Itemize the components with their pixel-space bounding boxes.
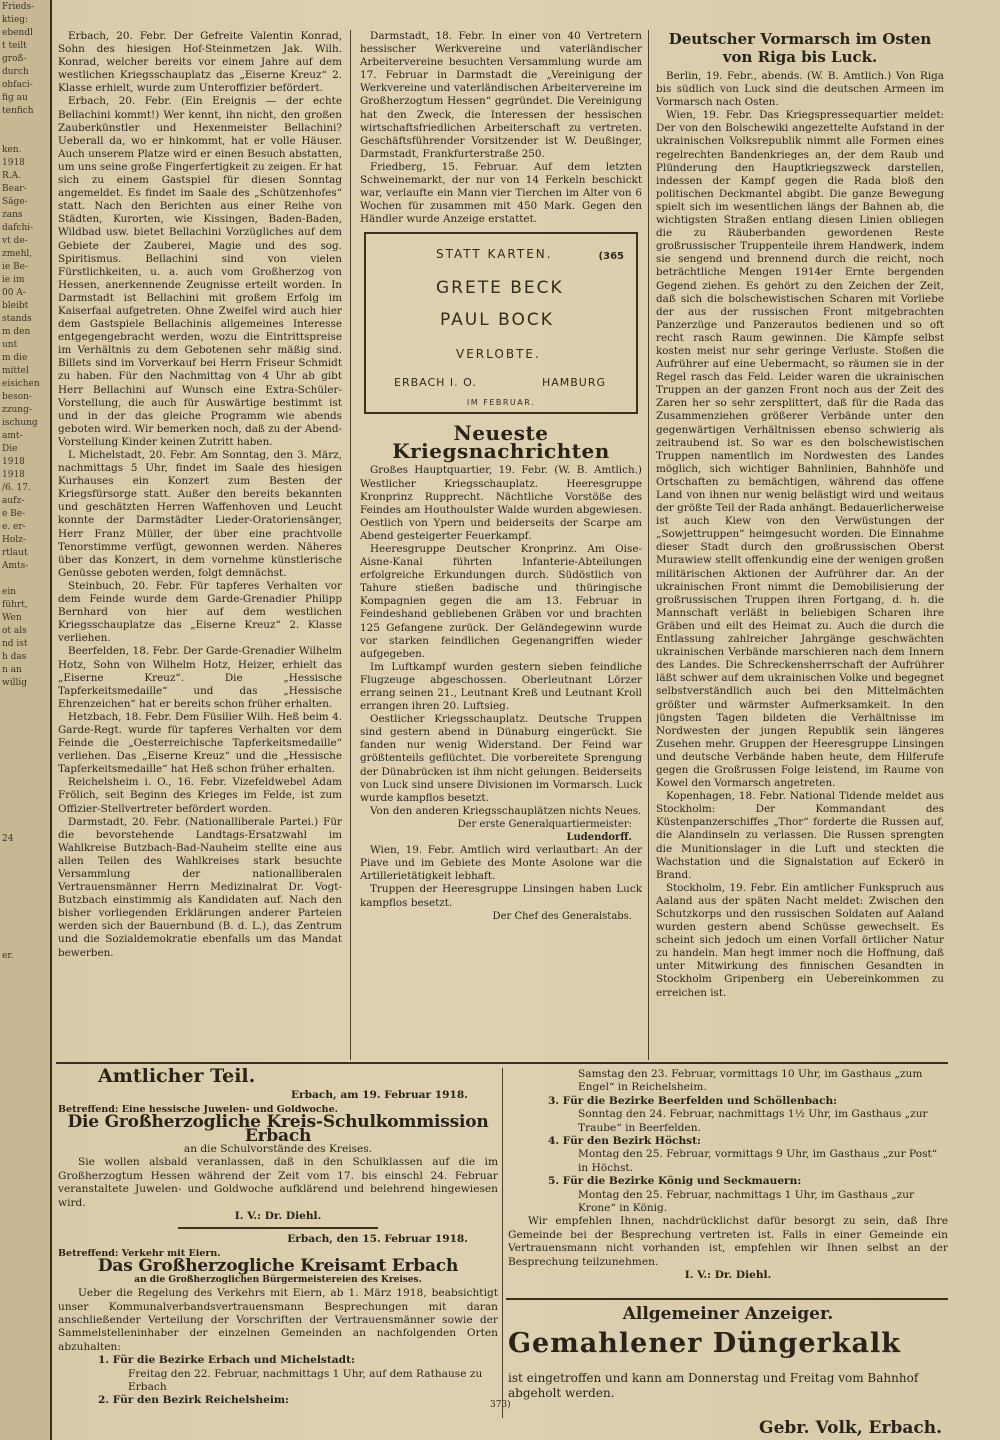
edge-text-fragment: /6. 17. xyxy=(2,483,31,493)
edge-text-fragment: unt xyxy=(2,340,18,350)
engagement-announcement xyxy=(364,232,638,414)
edge-text-fragment xyxy=(0,741,50,754)
edge-text-fragment: t teilt xyxy=(2,41,27,51)
edge-text-fragment: groß- xyxy=(2,54,27,64)
edge-text-fragment: Bear- xyxy=(2,184,27,194)
schedule-detail: Montag den 25. Februar, vormittags 9 Uhr, im Gasthaus „zur Post“ in Höchst. xyxy=(578,1148,938,1174)
ad-firm: Gebr. Volk, Erbach. xyxy=(759,1418,942,1438)
edge-text-fragment: führt, xyxy=(2,600,28,610)
schedule-item: 2. Für den Bezirk Reichelsheim: xyxy=(98,1394,289,1407)
edge-text-fragment: ebendl xyxy=(2,28,33,38)
column-rule xyxy=(648,30,649,1060)
edge-text-fragment: vt de- xyxy=(2,236,28,246)
adjacent-page-edge xyxy=(0,0,52,1440)
schedule-item: 1. Für die Bezirke Erbach und Michelstadt: xyxy=(98,1354,355,1367)
edge-text-fragment xyxy=(0,884,50,897)
edge-text-fragment: 1918 xyxy=(2,470,25,480)
article: Berlin, 19. Febr., abends. (W. B. Amtlich.) Von Riga bis südlich von Luck sind die deutschen Armeen im Vormarsch nach Osten. xyxy=(656,70,944,109)
edge-text-fragment xyxy=(0,910,50,923)
edge-text-fragment xyxy=(0,819,50,832)
edge-text-fragment xyxy=(0,780,50,793)
article: Großes Hauptquartier, 19. Febr. (W. B. Amtlich.) Westlicher Kriegsschauplatz. Heeresgruppe Kronprinz Rupprecht. Nächtliche Vorstöße des Feindes am Houthoulster Walde wurden abgewiesen. Oestlich von Ypern und beiderseits der Scarpe am Abend gesteigerter Feuerkampf. xyxy=(360,464,642,542)
edge-text-fragment: tenfich xyxy=(2,106,34,116)
article: Darmstadt, 18. Febr. In einer von 40 Vertretern hessischer Werkvereine und vaterländischer Arbeitervereine besuchten Versammlung wurde am 17. Februar in Darmstadt die „Vereinigung der Werkvereine und vaterländischen Arbeitervereine im Großherzogtum Hessen“ gegründet. Die Vereinigung hat den Zweck, die Interessen der hessischen wirtschaftsfriedlichen Arbeiterschaft zu vertreten. Geschäftsführender Vorsitzender ist W. Deußinger, Darmstadt, Frankfurterstraße 250. xyxy=(360,30,642,160)
notice-subject: Betreffend: Verkehr mit Eiern. xyxy=(58,1247,221,1259)
ad-number: (365 xyxy=(598,251,624,263)
notice-date: Erbach, am 19. Februar 1918. xyxy=(290,1089,468,1102)
edge-text-fragment: Wen xyxy=(2,613,22,623)
edge-text-fragment xyxy=(0,845,50,858)
edge-text-fragment: bleibt xyxy=(2,301,29,311)
edge-text-fragment: m die xyxy=(2,353,28,363)
edge-text-fragment: h das xyxy=(2,652,27,662)
schedule-item: 5. Für die Bezirke König und Seckmauern: xyxy=(548,1175,802,1188)
advertiser-section-title: Allgemeiner Anzeiger. xyxy=(622,1304,834,1324)
edge-text-fragment xyxy=(0,689,50,702)
city-right: HAMBURG xyxy=(541,376,606,390)
city-left: ERBACH I. O. xyxy=(394,376,477,390)
card-header: STATT KARTEN. xyxy=(436,247,553,262)
edge-text-fragment: durch xyxy=(2,67,29,77)
edge-text-fragment: willig xyxy=(2,678,27,688)
edge-text-fragment: 1918 xyxy=(2,457,25,467)
column-local-news xyxy=(58,30,342,1060)
article: Erbach, 20. Febr. Der Gefreite Valentin Konrad, Sohn des hiesigen Hof-Steinmetzen Jak. Wilh. Konrad, welcher bereits vor einem Jahre auf dem westlichen Kriegsschauplatz das „Eiserne Kreuz“ 2. Klasse erhielt, wurde zum Unteroffizier befördert. xyxy=(58,30,342,95)
edge-text-fragment: zans xyxy=(2,210,23,220)
edge-text-fragment: eisichen xyxy=(2,379,40,389)
article: Friedberg, 15. Februar. Auf dem letzten Schweinemarkt, der nur von 14 Ferkeln beschickt war, verlaufte ein Mann vier Tierchen im Alter von 6 Wochen für zusammen mit 450 Mark. Gegen den Händler wurde Anzeige erstattet. xyxy=(360,160,642,226)
article: Erbach, 20. Febr. (Ein Ereignis — der echte Bellachini kommt!) Wer kennt, ihn nicht, den großen Zauberkünstler und Hexenmeister Bellachini? Ueberall da, wo er hinkommt, hat er volle Häuser. Auch unserem Platze wird er einen Besuch abstatten, um uns seine große Fingerfertigkeit zu zeigen. Er hat sich zu einem Gastspiel für diesen Sonntag angemeldet. Es findet im Saale des „Schützenhofes“ statt. Nach den Berichten aus einer Reihe von Städten, Kurorten, wie Kissingen, Baden-Baden, Wildbad usw. bietet Bellachini Vorzügliches auf dem Gebiete der Zauberei, Magie und des sog. Spiritismus. Bellachini sind von vielen Fürstlichkeiten, u. a. auch vom Großherzog von Hessen, anerkennende Zeugnisse erteilt worden. In Darmstadt ist Bellachini mit großem Erfolg im Kaiserfaal aufgetreten. Ohne Zweifel wird auch hier dem Gastspiele Bellachinis allgemeines Interesse entgegengebracht werden, wozu die Eintrittspreise im Verhältnis zu dem Gebotenen sehr mäßig sind. Billets sind im Vorverkauf bei Herrn Friseur Schmidt zu haben. Für den Nachmittag von 4 Uhr ab gibt Herr Bellachini auf Wunsch eine Extra-Schüler-Vorstellung, die auch für Auswärtige bestimmt ist und in der das gleiche Programm wie abends geboten wird. Wir bemerken noch, daß zu der Abend-Vorstellung Kinder keinen Zutritt haben. xyxy=(58,95,342,448)
page-number: 373) xyxy=(490,1400,511,1410)
column-middle xyxy=(360,30,642,1060)
edge-text-fragment: rtlaut xyxy=(2,548,28,558)
edge-text-fragment: zmehl, xyxy=(2,249,33,259)
official-section xyxy=(58,1068,498,1418)
notice-signature: I. V.: Dr. Diehl. xyxy=(234,1210,322,1223)
notice-addressee: an die Großherzoglichen Bürgermeistereien des Kreises. xyxy=(134,1274,422,1285)
notice-body: Wir empfehlen Ihnen, nachdrücklichst dafür besorgt zu sein, daß Ihre Gemeinde bei der Besprechung vertreten ist. Falls in einer Gemeinde ein Vertrauensmann nicht vorhanden ist, empfehlen wir Ihnen selbst an der Besprechung teilzunehmen. xyxy=(508,1215,948,1268)
notice-body: Ueber die Regelung des Verkehrs mit Eiern, ab 1. März 1918, beabsichtigt unser Kommunalverbandsvertrauensmann Besprechungen mit daran anschließender Verteilung der Vorschriften der Vertrauensmänner sowie der Sammelstelleninhaber der einzelnen Gemeinden an nachfolgenden Orten abzuhalten: xyxy=(58,1287,498,1353)
edge-text-fragment: mittel xyxy=(2,366,29,376)
article: Heeresgruppe Deutscher Kronprinz. Am Oise-Aisne-Kanal führten Infanterie-Abteilungen erfolgreiche Erkundungen durch. Südöstlich von Tahure stießen badische und thüringische Kompagnien gegen die am 13. Februar in Feindeshand gebliebenen Gräben vor und brachten 125 Gefangene zurück. Der Geländegewinn wurde vor starken feindlichen Gegenangriffen wieder aufgegeben. xyxy=(360,542,642,660)
notice-date: Erbach, den 15. Februar 1918. xyxy=(287,1233,468,1246)
card-month: IM FEBRUAR. xyxy=(466,398,536,408)
edge-text-fragment xyxy=(0,754,50,767)
official-section-continued xyxy=(508,1068,948,1308)
edge-text-fragment: beson- xyxy=(2,392,32,402)
edge-text-fragment: m den xyxy=(2,327,31,337)
article: Wien, 19. Febr. Amtlich wird verlautbart: An der Piave und im Gebiete des Monte Asolone war die Artillerietätigkeit lebhaft. xyxy=(360,844,642,883)
edge-text-fragment: n an xyxy=(2,665,22,675)
column-rule xyxy=(350,30,351,1060)
edge-text-fragment: Säge- xyxy=(2,197,28,207)
bride-name: GRETE BECK xyxy=(436,278,564,299)
signature-title: Der Chef des Generalstabs. xyxy=(492,910,632,922)
edge-text-fragment: 1918 xyxy=(2,158,25,168)
schedule-detail: Sonntag den 24. Februar, nachmittags 1½ Uhr, im Gasthaus „zur Traube“ in Beerfelden. xyxy=(578,1108,928,1134)
groom-name: PAUL BOCK xyxy=(440,310,554,331)
ad-headline: Gemahlener Düngerkalk xyxy=(508,1328,901,1359)
edge-text-fragment xyxy=(0,130,50,143)
ad-text: ist eingetroffen und kann am Donnerstag und Freitag vom Bahnhof abgeholt werden. xyxy=(508,1371,919,1400)
edge-text-fragment: er. xyxy=(2,951,14,961)
article: Truppen der Heeresgruppe Linsingen haben Luck kampflos besetzt. xyxy=(360,883,642,909)
edge-text-fragment xyxy=(0,715,50,728)
edge-text-fragment: fig au xyxy=(2,93,28,103)
article: Darmstadt, 20. Febr. (Nationalliberale Partei.) Für die bevorstehende Landtags-Ersatzwahl im Wahlkreise Butzbach-Bad-Nauheim stellte eine aus allen Teilen des Wahlkreises stark besuchte Versammlung der nationalliberalen Vertrauensmänner Herrn Medizinalrat Dr. Vogt-Butzbach einstimmig als Kandidaten auf. Nach den bisher vorliegenden Erklärungen anderer Parteien werden sich der Bauernbund (B. d. L.), das Zentrum und die Sozialdemokratie ebenfalls um das Mandat bewerben. xyxy=(58,815,342,959)
engaged-label: VERLOBTE. xyxy=(456,347,541,362)
issuing-office: Das Großherzogliche Kreisamt Erbach xyxy=(97,1256,459,1277)
schedule-detail: Montag den 25. Februar, nachmittags 1 Uhr, im Gasthaus „zur Krone“ in König. xyxy=(578,1188,915,1215)
notice-signature: I. V.: Dr. Diehl. xyxy=(684,1269,772,1282)
article: L Michelstadt, 20. Febr. Am Sonntag, den 3. März, nachmittags 5 Uhr, findet im Saale des hiesigen Kurhauses ein Konzert zum Besten der Kriegsfürsorge statt. Außer den bereits bekannten und geschätzten Herren Waffenhoven und Leucht konnte der Darmstädter Lieder-Oratoriensänger, Herr Franz Müller, der über eine prachtvolle Tenorstimme verfügt, gewonnen werden. Näheres über das Konzert, in dem vornehme künstlerische Genüsse geboten werden, folgt demnächst. xyxy=(58,449,342,579)
edge-text-fragment xyxy=(0,702,50,715)
article: Kopenhagen, 18. Febr. National Tidende meldet aus Stockholm: Der Kommandant des Küstenpanzerschiffes „Thor“ forderte die Russen auf, die Alandinseln zu verlassen. Die Russen sprengten die Munitionslager in die Luft und steckten die Wachstation und die Signalstation auf Eckerö in Brand. xyxy=(656,790,944,881)
edge-text-fragment: ot als xyxy=(2,626,27,636)
edge-text-fragment xyxy=(0,858,50,871)
schedule-detail: Samstag den 23. Februar, vormittags 10 Uhr, im Gasthaus „zum Engel“ in Reichelsheim. xyxy=(578,1068,923,1094)
edge-text-fragment: Amts- xyxy=(2,561,29,571)
column-eastern-front xyxy=(656,30,944,1060)
article: Steinbuch, 20. Febr. Für tapferes Verhalten vor dem Feinde wurde dem Garde-Grenadier Philipp Bernhard von hier auf dem westlichen Kriegsschauplatze das „Eiserne Kreuz“ 2. Klasse verliehen. xyxy=(58,579,342,645)
notice-subject: Betreffend: Eine hessische Juwelen- und Goldwoche. xyxy=(58,1103,338,1115)
edge-text-fragment: ischung xyxy=(2,418,38,428)
edge-text-fragment: 24 xyxy=(2,834,14,844)
article: Reichelsheim i. O., 16. Febr. Vizefeldwebel Adam Frölich, seit Beginn des Krieges im Felde, ist zum Offizier-Stellvertreter befördert worden. xyxy=(58,776,342,815)
edge-text-fragment: ken. xyxy=(2,145,22,155)
column-rule xyxy=(502,1068,503,1418)
notice-divider xyxy=(178,1227,378,1229)
article: Stockholm, 19. Febr. Ein amtlicher Funkspruch aus Aaland aus der späten Nacht meldet: Zwischen den Schutzkorps und den russischen Soldaten auf Aaland wurden gestern abend Schüsse gewechselt. Es scheint sich jedoch um einen Vorfall örtlicher Natur zu handeln. Man hegt immer noch die Hoffnung, daß unter Mitwirkung des finnischen Gesandten in Stockholm Gripenberg ein Uebereinkommen zu erreichen ist. xyxy=(656,881,944,999)
edge-text-fragment: aufz- xyxy=(2,496,25,506)
edge-text-fragment xyxy=(0,117,50,130)
edge-text-fragment xyxy=(0,871,50,884)
edge-text-fragment: e. er- xyxy=(2,522,26,532)
edge-text-fragment: ein xyxy=(2,587,17,597)
edge-text-fragment: ktieg: xyxy=(2,15,29,25)
edge-text-fragment: ie im xyxy=(2,275,25,285)
war-news-title: Neueste Kriegsnachrichten xyxy=(392,421,610,464)
article: Beerfelden, 18. Febr. Der Garde-Grenadier Wilhelm Hotz, Sohn von Wilhelm Hotz, Heizer, erhielt das „Eiserne Kreuz“. Die „Hessische Tapferkeitsmedaille“ und das „Hessische Ehrenzeichen“ hat er bereits schon früher erhalten. xyxy=(58,645,342,710)
article: Hetzbach, 18. Febr. Dem Füsilier Wilh. Heß beim 4. Garde-Regt. wurde für tapferes Verhalten vor dem Feinde die „Oesterreichische Tapferkeitsmedaille“ verliehen. Das „Eiserne Kreuz“ und die „Hessische Tapferkeitsmedaille“ hat Heß schon früher erhalten. xyxy=(58,710,342,776)
section-rule xyxy=(56,1062,948,1064)
edge-text-fragment xyxy=(0,936,50,949)
edge-text-fragment: nd ist xyxy=(2,639,28,649)
signature-title: Der erste Generalquartiermeister: xyxy=(457,818,632,830)
edge-text-fragment xyxy=(0,767,50,780)
edge-text-fragment: dafchi- xyxy=(2,223,34,233)
schedule-detail: Freitag den 22. Februar, nachmittags 1 Uhr, auf dem Rathause zu Erbach xyxy=(128,1367,483,1393)
article: Wien, 19. Febr. Das Kriegspressequartier meldet: Der von den Bolschewiki angezettelte Aufstand in der ukrainischen Volksrepublik nimmt alle Formen eines regelrechten Bandenkrieges an, der dem Raub und Plünderung den Hauptkriegszweck darstellen, indessen der Kampf gegen die Rada bloß den politischen Deckmantel abgibt. Die ganze Bewegung spielt sich im wesentlichen längs der Bahnen ab, die wichtigsten Straßen entlang diesen Linien obliegen die zu Räuberbanden gewordenen Reste großrussischer Truppenteile ihrem Handwerk, indem sie sengend und brennend durch die reicht, noch beträchtliche Mengen 1914er Ernte bergenden Gegend ziehen. Es gehört zu den Zeichen der Zeit, daß sich die bolschewistischen Scharen mit Vorliebe der aus der russischen Front mitgebrachten Panzerzüge und Panzerautos bedienen und so oft recht rasch Raum gewinnen. Die Kämpfe selbst kosten meist nur sehr geringe Verluste. Stoßen die Aufrührer auf eine Uebermacht, so räumen sie in der Regel rasch das Feld. Leider waren die ukrainischen Truppen an der ganzen Front noch aus der Zeit des Zaren her so sehr zersplittert, daß für die Rada das Zusammenziehen größerer Verbände unter den gegenwärtigen Verhältnissen ebenso schwierig als zeitraubend ist. So war es den bolschewistischen Truppen namentlich im Nordwesten des Landes möglich, sich wichtiger Bahnlinien, Bahnhöfe und Ortschaften zu bemächtigen, während das offene Land von ihnen nur wenig belästigt wird und weitaus der größte Teil der Rada anhängt. Bedauerlicherweise ist auch Kiew von den Verwüstungen der „Sowjettruppen“ heimgesucht worden. Die Einnahme dieser Stadt durch den großrussischen Oberst Murawiew stellt offenkundig eine der wenigen großen militärischen Aktionen der Aufrührer dar. An der ukrainischen Front nimmt die Demobilisierung der großrussischen Truppen ihren Fortgang, d. h. die Mannschaft verläßt in beliebigen Scharen ihre Gräben und eilt des Heimat zu. Auch die durch die Entlassung zahlreicher Jahrgänge geschwächten ukrainischen Verbände marschieren nach dem Innern des Landes. Die Schreckensherrschaft der Aufrührer läßt schwer auf dem ukrainischen Volke und begegnet selbstverständlich auch bei den Mittelmächten größter und wärmster Aufmerksamkeit. In den jüngsten Tagen bildeten die Verhältnisse im Nordwesten der jungen Republik sein längeres Zusehen mehr. Gruppen der Heeresgruppe Linsingen und deutsche Verbände haben heute, dem Hilferufe gegen die Großrussen Folge leistend, im Raume von Kowel den Vormarsch angetreten. xyxy=(656,109,944,790)
official-section-title: Amtlicher Teil. xyxy=(98,1068,256,1087)
schedule-item: 4. Für den Bezirk Höchst: xyxy=(548,1135,701,1148)
edge-text-fragment xyxy=(0,572,50,585)
signature-name: Ludendorff. xyxy=(566,832,632,844)
edge-text-fragment: 00 A- xyxy=(2,288,26,298)
edge-text-fragment: Die xyxy=(2,444,18,454)
edge-text-fragment: Frieds- xyxy=(2,2,35,12)
edge-text-fragment xyxy=(0,897,50,910)
edge-text-fragment: e Be- xyxy=(2,509,26,519)
article: Von den anderen Kriegsschauplätzen nichts Neues. xyxy=(370,804,642,817)
issuing-office: Die Großherzogliche Kreis-Schulkommission Erbach xyxy=(67,1112,489,1146)
edge-text-fragment xyxy=(0,728,50,741)
edge-text-fragment xyxy=(0,793,50,806)
advertisement xyxy=(508,1300,948,1438)
edge-text-fragment xyxy=(0,806,50,819)
edge-text-fragment: Holz- xyxy=(2,535,26,545)
edge-text-fragment xyxy=(0,923,50,936)
schedule-item: 3. Für die Bezirke Beerfelden und Schöllenbach: xyxy=(548,1094,838,1107)
edge-text-fragment: R.A. xyxy=(2,171,21,181)
edge-text-fragment: zzung- xyxy=(2,405,32,415)
edge-text-fragment: obfaci- xyxy=(2,80,33,90)
eastern-front-title: Deutscher Vormarsch im Osten von Riga bis Luck. xyxy=(668,30,932,66)
article: Im Luftkampf wurden gestern sieben feindliche Flugzeuge abgeschossen. Oberleutnant Lörzer errang seinen 21., Leutnant Kreß und Leutnant Kroll errangen ihren 20. Luftsieg. xyxy=(360,660,642,713)
notice-body: Sie wollen alsbald veranlassen, daß in den Schulklassen auf die im Großherzogtum Hessen während der Zeit vom 17. bis einschl 24. Februar veranstaltete Juwelen- und Goldwoche aufklärend und belehrend hingewiesen wird. xyxy=(58,1156,498,1209)
notice-addressee: an die Schulvorstände des Kreises. xyxy=(183,1143,373,1156)
edge-text-fragment: ie Be- xyxy=(2,262,29,272)
edge-text-fragment: amt- xyxy=(2,431,23,441)
edge-text-fragment: stands xyxy=(2,314,32,324)
article: Oestlicher Kriegsschauplatz. Deutsche Truppen sind gestern abend in Dünaburg eingerückt. Sie fanden nur wenig Widerstand. Der Feind war größtenteils geflüchtet. Die vorbereitete Sprengung der Dünabrücken ist ihm nicht gelungen. Beiderseits von Luck sind unsere Divisionen im Vormarsch. Luck wurde kampflos besetzt. xyxy=(360,713,642,804)
